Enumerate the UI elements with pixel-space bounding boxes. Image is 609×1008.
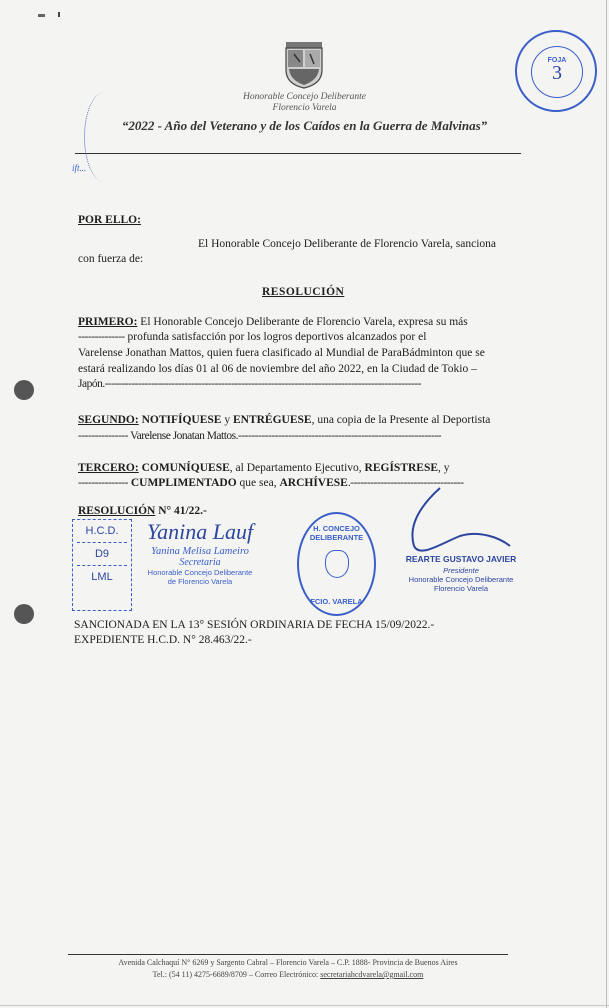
crest-icon [280, 40, 328, 90]
footer: Avenida Calchaquí N° 6269 y Sargento Cabral – Florencio Varela – C.P. 1888- Provincia de Buenos Aires Tel.: (54 11) 4275-6689/8709 – Correo Electrónico: secretariahcdvarela@gmail.com [118, 958, 458, 979]
por-ello-heading: POR ELLO: [78, 214, 141, 226]
institution-name: Honorable Concejo Deliberante Florencio Varela [243, 92, 366, 113]
article-tercero: TERCERO: COMUNÍQUESE, al Departamento Ejecutivo, REGÍSTRESE, y [78, 462, 450, 474]
scan-mark [38, 14, 45, 17]
signature-scribble-icon [400, 486, 520, 556]
page-edge-right [606, 0, 607, 1008]
seal-emblem-icon [325, 550, 349, 578]
resolution-title: RESOLUCIÓN [262, 286, 345, 298]
intro-line: con fuerza de: [78, 253, 144, 265]
scan-mark [58, 12, 60, 17]
footer-rule [68, 954, 508, 955]
email-link[interactable]: secretariahcdvarela@gmail.com [320, 970, 424, 979]
margin-note: ift... [72, 163, 87, 173]
resolution-number: RESOLUCIÓN N° 41/22.- [78, 505, 207, 517]
document-page: Honorable Concejo Deliberante Florencio Varela “2022 - Año del Veterano y de los Caídos en la Guerra de Malvinas” FOJA 3 ift... POR ELLO: El Honorable Concejo Deliberante de Florencio Varela, sanciona con fuerza de: RESOLUCIÓN PRIMERO: El Honorable Concejo Deliberante de Florencio Varela, expresa su más -------------- profunda satisfacción por los logros deportivos alcanzados por el Varelense Jonathan Mattos, quien fuera clasificado al Mundial de ParaBádminton que se estará realizando los días 01 al 06 de noviembre del año 2022, en la Ciudad de Tokio – Japón.----------------------------------------------------------------------------------------------- SEGUNDO: NOTIFÍQUESE y ENTRÉGUESE, una copia de la Presente al Deportista --------------- Varelense Jonatan Mattos.------------------------------------------------------------- TERCERO: COMUNÍQUESE, al Departamento Ejecutivo, REGÍSTRESE, y --------------- CUMPLIMENTADO que sea, ARCHÍVESE.---------------------------------- RESOLUCIÓN N° 41/22.- H.C.D. D9 LML Yanina Lauf Yanina Melisa Lameiro Secretaria Honorable Concejo Deliberante de Florencio Varela H. CONCEJO DELIBERANTE FCIO. VARELA REARTE GUSTAVO JAVIER Presidente Honorable Concejo Deliberante Florencio Varela SANCIONADA EN LA 13° SESIÓN ORDINARIA DE FECHA 15/09/2022.- EXPEDIENTE H.C.D. N° 28.463/22.- Avenida Calchaquí N° 6269 y Sargento Cabral – Florencio Varela – C.P. 1888- Provincia de Buenos Aires Tel.: (54 11) 4275-6689/8709 – Correo Electrónico: secretariahcdvarela@gmail.com [0, 0, 609, 1008]
hcd-initials-stamp: H.C.D. D9 LML [72, 519, 132, 611]
sanction-line: SANCIONADA EN LA 13° SESIÓN ORDINARIA DE FECHA 15/09/2022.- [74, 619, 435, 631]
article-primero: PRIMERO: El Honorable Concejo Deliberante de Florencio Varela, expresa su más [78, 316, 468, 328]
year-motto: “2022 - Año del Veterano y de los Caídos en la Guerra de Malvinas” [121, 118, 488, 133]
file-number: EXPEDIENTE H.C.D. N° 28.463/22.- [74, 634, 252, 646]
punch-hole-icon [14, 380, 34, 400]
secretary-signature: Yanina Lauf Yanina Melisa Lameiro Secretaria Honorable Concejo Deliberante de Florencio Varela [146, 519, 254, 586]
page-edge-bottom [0, 1005, 609, 1006]
folio-stamp: FOJA 3 [515, 30, 597, 112]
stamp-fragment [84, 92, 125, 182]
official-seal: H. CONCEJO DELIBERANTE FCIO. VARELA [297, 512, 376, 616]
intro-line: El Honorable Concejo Deliberante de Florencio Varela, sanciona [198, 238, 497, 250]
article-segundo: SEGUNDO: NOTIFÍQUESE y ENTRÉGUESE, una copia de la Presente al Deportista [78, 414, 491, 426]
header-rule [75, 153, 521, 154]
punch-hole-icon [14, 604, 34, 624]
